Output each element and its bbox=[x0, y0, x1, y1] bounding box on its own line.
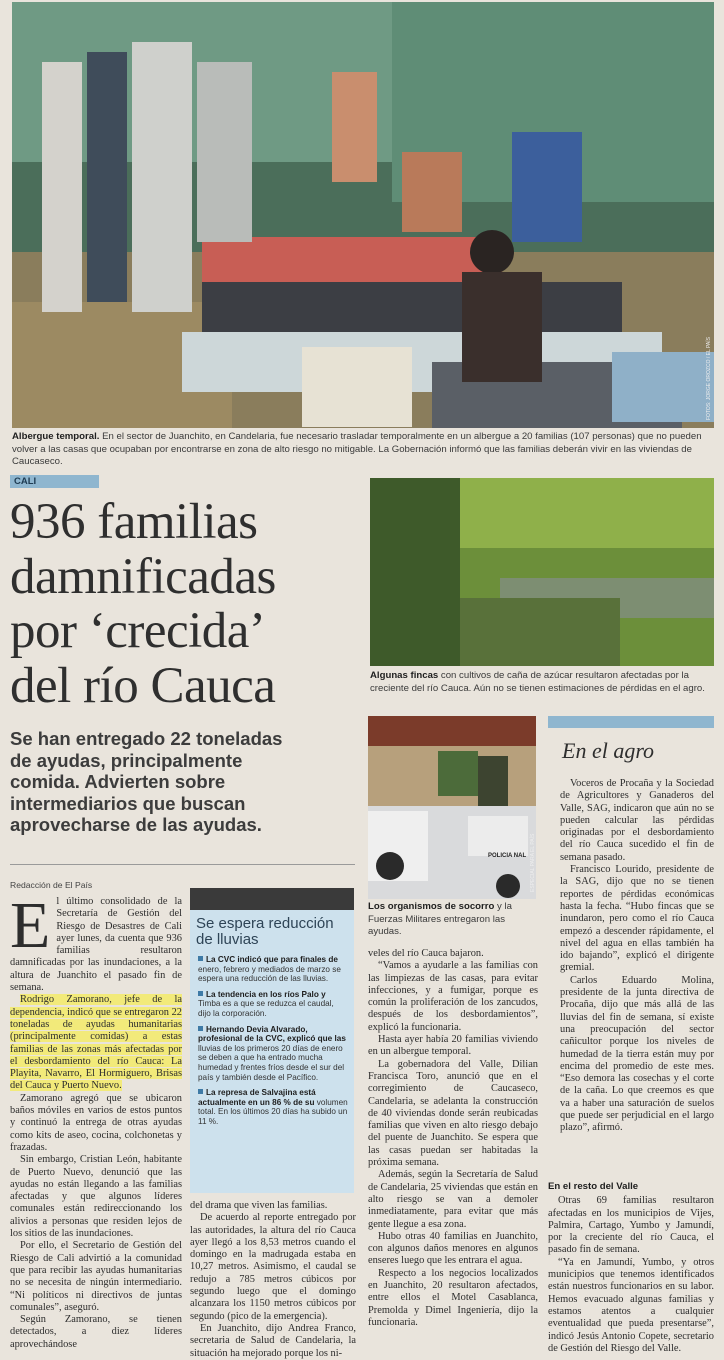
truck-photo-credit: ESPECIAL PARA EL PAÍS bbox=[530, 833, 536, 892]
byline: Redacción de El País bbox=[10, 880, 93, 890]
paragraph: Por ello, el Secretario de Gestión del Riesgo de Cali advirtió a la comunidad que para recibir las ayudas humanitarias no se necesita de ningún intermediario. “Ni políticos ni directivos de juntas comunales”, aseguró. bbox=[10, 1240, 182, 1313]
sidebar-item-lead: La tendencia en los ríos Palo y bbox=[206, 989, 326, 999]
sidebar-item-lead: La CVC indicó que para finales de bbox=[206, 955, 338, 964]
paragraph: veles del río Cauca bajaron. bbox=[368, 948, 484, 959]
sugarcane-field-photo bbox=[370, 478, 714, 666]
truck-caption-text: y la Fuerzas Militares entregaron las ayudas. bbox=[368, 901, 512, 937]
sidebar-item bbox=[190, 952, 354, 987]
agro-header-bar bbox=[548, 716, 714, 728]
field-caption-title: Algunas fincas bbox=[370, 670, 439, 681]
highlighted-text: Rodrigo Zamorano, jefe de la dependencia, indicó que se entregaron 22 toneladas de ayudas humanitarias (principalmente comidas) a estas familias de las zonas más afectadas por el desbordamiento del río Cauca: La Playita, Navarro, El Hormiguero, Brisas del Cauca y Puerto Nuevo. bbox=[10, 994, 182, 1092]
bullet-icon bbox=[198, 1026, 203, 1031]
paragraph: Hubo otras 40 familias en Juanchito, con algunos daños menores en algunos enseres luego que les entrara el agua. bbox=[368, 1230, 538, 1267]
paragraph: Sin embargo, Cristian León, habitante de Puerto Nuevo, denunció que las ayudas no están llegando a las familias afectadas y que algunos líderes comunales están redireccionando los alivios a personas que residen lejos de los sitios de las inundaciones. bbox=[10, 1154, 182, 1240]
top-caption-text: En el sector de Juanchito, en Candelaria, fue necesario trasladar temporalmente en un albergue a 20 familias (107 personas) que no pueden volver a las casas que ocupaban por encontrarse en zona de alto riesgo no mitigable. La Gobernación informó que las familias deberán vivir en las viviendas de Caucaseco. bbox=[12, 431, 702, 467]
paragraph: del drama que viven las familias. bbox=[190, 1200, 328, 1211]
field-photo-caption bbox=[370, 670, 714, 695]
agro-title: En el agro bbox=[562, 738, 655, 763]
sidebar-item-lead: Hernando Devia Alvarado, profesional de la CVC, explicó que las bbox=[198, 1024, 346, 1044]
sidebar-item bbox=[190, 1085, 354, 1129]
paragraph: Además, según la Secretaría de Salud de Candelaria, 25 viviendas que están en alto riesgo se van a demoler inmediatamente, para evitar que más gente llegue a esa zona. bbox=[368, 1169, 538, 1230]
truck-photo-caption bbox=[368, 901, 538, 939]
subhead-line-4: intermediarios que buscan bbox=[10, 792, 246, 814]
paragraph: Zamorano agregó que se ubicaron baños móviles en varios de estos puntos y continuó la entrega de otras ayudas como kits de aseo, cocina, colchonetas y frazadas. bbox=[10, 1092, 182, 1153]
bullet-icon bbox=[198, 956, 203, 961]
sidebar-item-text: enero, febrero y mediados de marzo se espera una reducción de las lluvias. bbox=[198, 964, 341, 984]
sidebar-title: Se espera reducción de lluvias bbox=[196, 915, 334, 948]
bullet-icon bbox=[198, 1089, 203, 1094]
top-photo-credit: FOTOS: JORGE OROZCO / EL PAÍS bbox=[706, 337, 712, 420]
paragraph: Respecto a los negocios localizados en Juanchito, 20 resultaron afectados, entre ellos el Motel Casablanca, Premolda y Dimel Ingeniería, dijo la funcionaria. bbox=[368, 1267, 538, 1328]
sidebar-item-text: Timba es a que se reduzca el caudal, dijo la corporación. bbox=[198, 999, 334, 1018]
headline-line-1: 936 familias bbox=[10, 494, 258, 550]
paragraph-text: l último consolidado de la Secretaría de Gestión del Riesgo de Desastres de Cali ayer lunes, da cuenta que 936 familias resultaron damnificadas por las inundaciones, a la altura de Juanchito el pasado fin de semana. bbox=[10, 896, 182, 994]
shelter-photo bbox=[12, 2, 714, 428]
top-caption-title: Albergue temporal. bbox=[12, 431, 100, 442]
headline-line-4: del río Cauca bbox=[10, 657, 276, 714]
drop-cap: E bbox=[10, 889, 51, 962]
sidebar-item bbox=[190, 987, 354, 1022]
paragraph: Según Zamorano, se tienen detectados, a diez líderes aprovechándose bbox=[10, 1314, 182, 1350]
section-tag: CALI bbox=[10, 475, 99, 488]
paragraph: Francisco Lourido, presidente de la SAG, dijo que no se tienen reportes de pérdidas económicas hasta la fecha. “Hubo fincas que se inundaron, pero como el río Cauca empezó a descender rápidamente, el nivel del agua en ellas también ha ido bajando”, explicó el dirigente gremial. bbox=[560, 864, 714, 974]
agro-section-header bbox=[548, 716, 714, 776]
paragraph: De acuerdo al reporte entregado por las autoridades, la altura del río Cauca ayer llegó a los 8,53 metros cuando el domingo en la madrugada estaba en 10,27 metros. Asimismo, el caudal se redujo a 785 metros cúbicos por segundo luego que el domingo alcanzara los 1150 metros cúbicos por segundo (pico de la emergencia). bbox=[190, 1212, 356, 1322]
headline-line-3: por ‘crecida’ bbox=[10, 603, 266, 659]
subheadline bbox=[10, 728, 355, 836]
sidebar-item bbox=[190, 1022, 354, 1086]
subhead-line-2: de ayudas, principalmente bbox=[10, 749, 243, 771]
agro-column bbox=[560, 778, 714, 1135]
paragraph: Otras 69 familias resultaron afectadas en los municipios de Vijes, Palmira, Cartago, Yumbo y Jamundí, por la creciente del río Cauca, el pasado fin de semana. bbox=[548, 1195, 714, 1256]
sidebar-item-text: volumen total. En los últimos 20 días ha subido un 11 %. bbox=[198, 1097, 348, 1126]
headline bbox=[10, 495, 365, 713]
paragraph: En Juanchito, dijo Andrea Franco, secretaria de Salud de Candelaria, la situación ha mejorado porque los ni- bbox=[190, 1322, 356, 1359]
bullet-icon bbox=[198, 991, 203, 996]
subhead-line-5: aprovecharse de las ayudas. bbox=[10, 814, 262, 835]
headline-line-2: damnificadas bbox=[10, 548, 276, 605]
relief-truck-photo bbox=[368, 716, 536, 899]
paragraph: “Ya en Jamundí, Yumbo, y otros municipios que tenemos identificados están nuestros funcionarios en su labor. Hemos evacuado algunas familias y estamos atentos a cualquier eventualidad que pueda presentarse”, indicó Jesús Antonio Copete, secretario de Gestión del Riesgo del Valle. bbox=[548, 1256, 714, 1354]
subhead-divider bbox=[10, 864, 355, 865]
article-column-1 bbox=[10, 889, 182, 1351]
sidebar-item-lead: La represa de Salvajina está actualmente en un 86 % de su bbox=[198, 1088, 316, 1107]
top-photo-caption bbox=[12, 431, 714, 469]
subhead-line-1: Se han entregado 22 toneladas bbox=[10, 728, 283, 749]
paragraph bbox=[10, 889, 182, 994]
field-caption-text: con cultivos de caña de azúcar resultaron afectadas por la creciente del río Cauca. Aún no se tienen estimaciones de pérdidas en el agro. bbox=[370, 670, 705, 694]
valle-subheading: En el resto del Valle bbox=[548, 1181, 639, 1192]
paragraph: Hasta ayer había 20 familias viviendo en un albergue temporal. bbox=[368, 1034, 538, 1058]
sidebar-header-bar bbox=[190, 888, 354, 910]
article-column-3 bbox=[368, 948, 538, 1329]
paragraph: Voceros de Procaña y la Sociedad de Agricultores y Ganaderos del Valle, SAG, indicaron que aún no se pueden calcular las pérdidas originadas por el desbordamiento del río Cauca sucedido el fin de semana pasado. bbox=[560, 778, 714, 863]
rain-sidebar bbox=[190, 888, 354, 1193]
paragraph: Carlos Eduardo Molina, presidente de la junta directiva de Procaña, dijo que más allá de las lluvias del fin de semana, sí existe una preocupación del sector cañicultor porque los niveles de humedad de la tierra están muy por encima del promedio de este mes. “Eso demora las cosechas y el corte de la caña. Lo que creemos es que va a haber una saturación de suelos que puede ser perjudicial en el largo plazo”, afirmó. bbox=[560, 974, 714, 1134]
vehicle-police-text: POLICIA NAL bbox=[488, 853, 527, 859]
truck-caption-title: Los organismos de socorro bbox=[368, 901, 495, 912]
paragraph: La gobernadora del Valle, Dilian Francisca Toro, anunció que en el corregimiento de Caucaseco, Candelaria, se adelanta la construcción de 40 viviendas donde serán reubicadas familias que viven en alto riesgo debajo del puente de Juanchito. Se espera que las casas puedan ser habitadas la próxima semana. bbox=[368, 1058, 538, 1169]
paragraph bbox=[10, 994, 182, 1092]
valle-column bbox=[548, 1175, 714, 1355]
subhead-line-3: comida. Advierten sobre bbox=[10, 771, 226, 792]
paragraph: “Vamos a ayudarle a las familias con las limpiezas de las casas, para evitar infecciones, y a fumigar, porque es común la proliferación de los zancudos, después de los desbordamientos”, explicó la funcionaria. bbox=[368, 960, 538, 1033]
article-column-2 bbox=[190, 1200, 356, 1360]
sidebar-item-text: lluvias de los primeros 20 días de enero se deben a que ha entrado mucha humedad y frentes fríos desde el sur del país y también desde el Pacífico. bbox=[198, 1043, 345, 1082]
